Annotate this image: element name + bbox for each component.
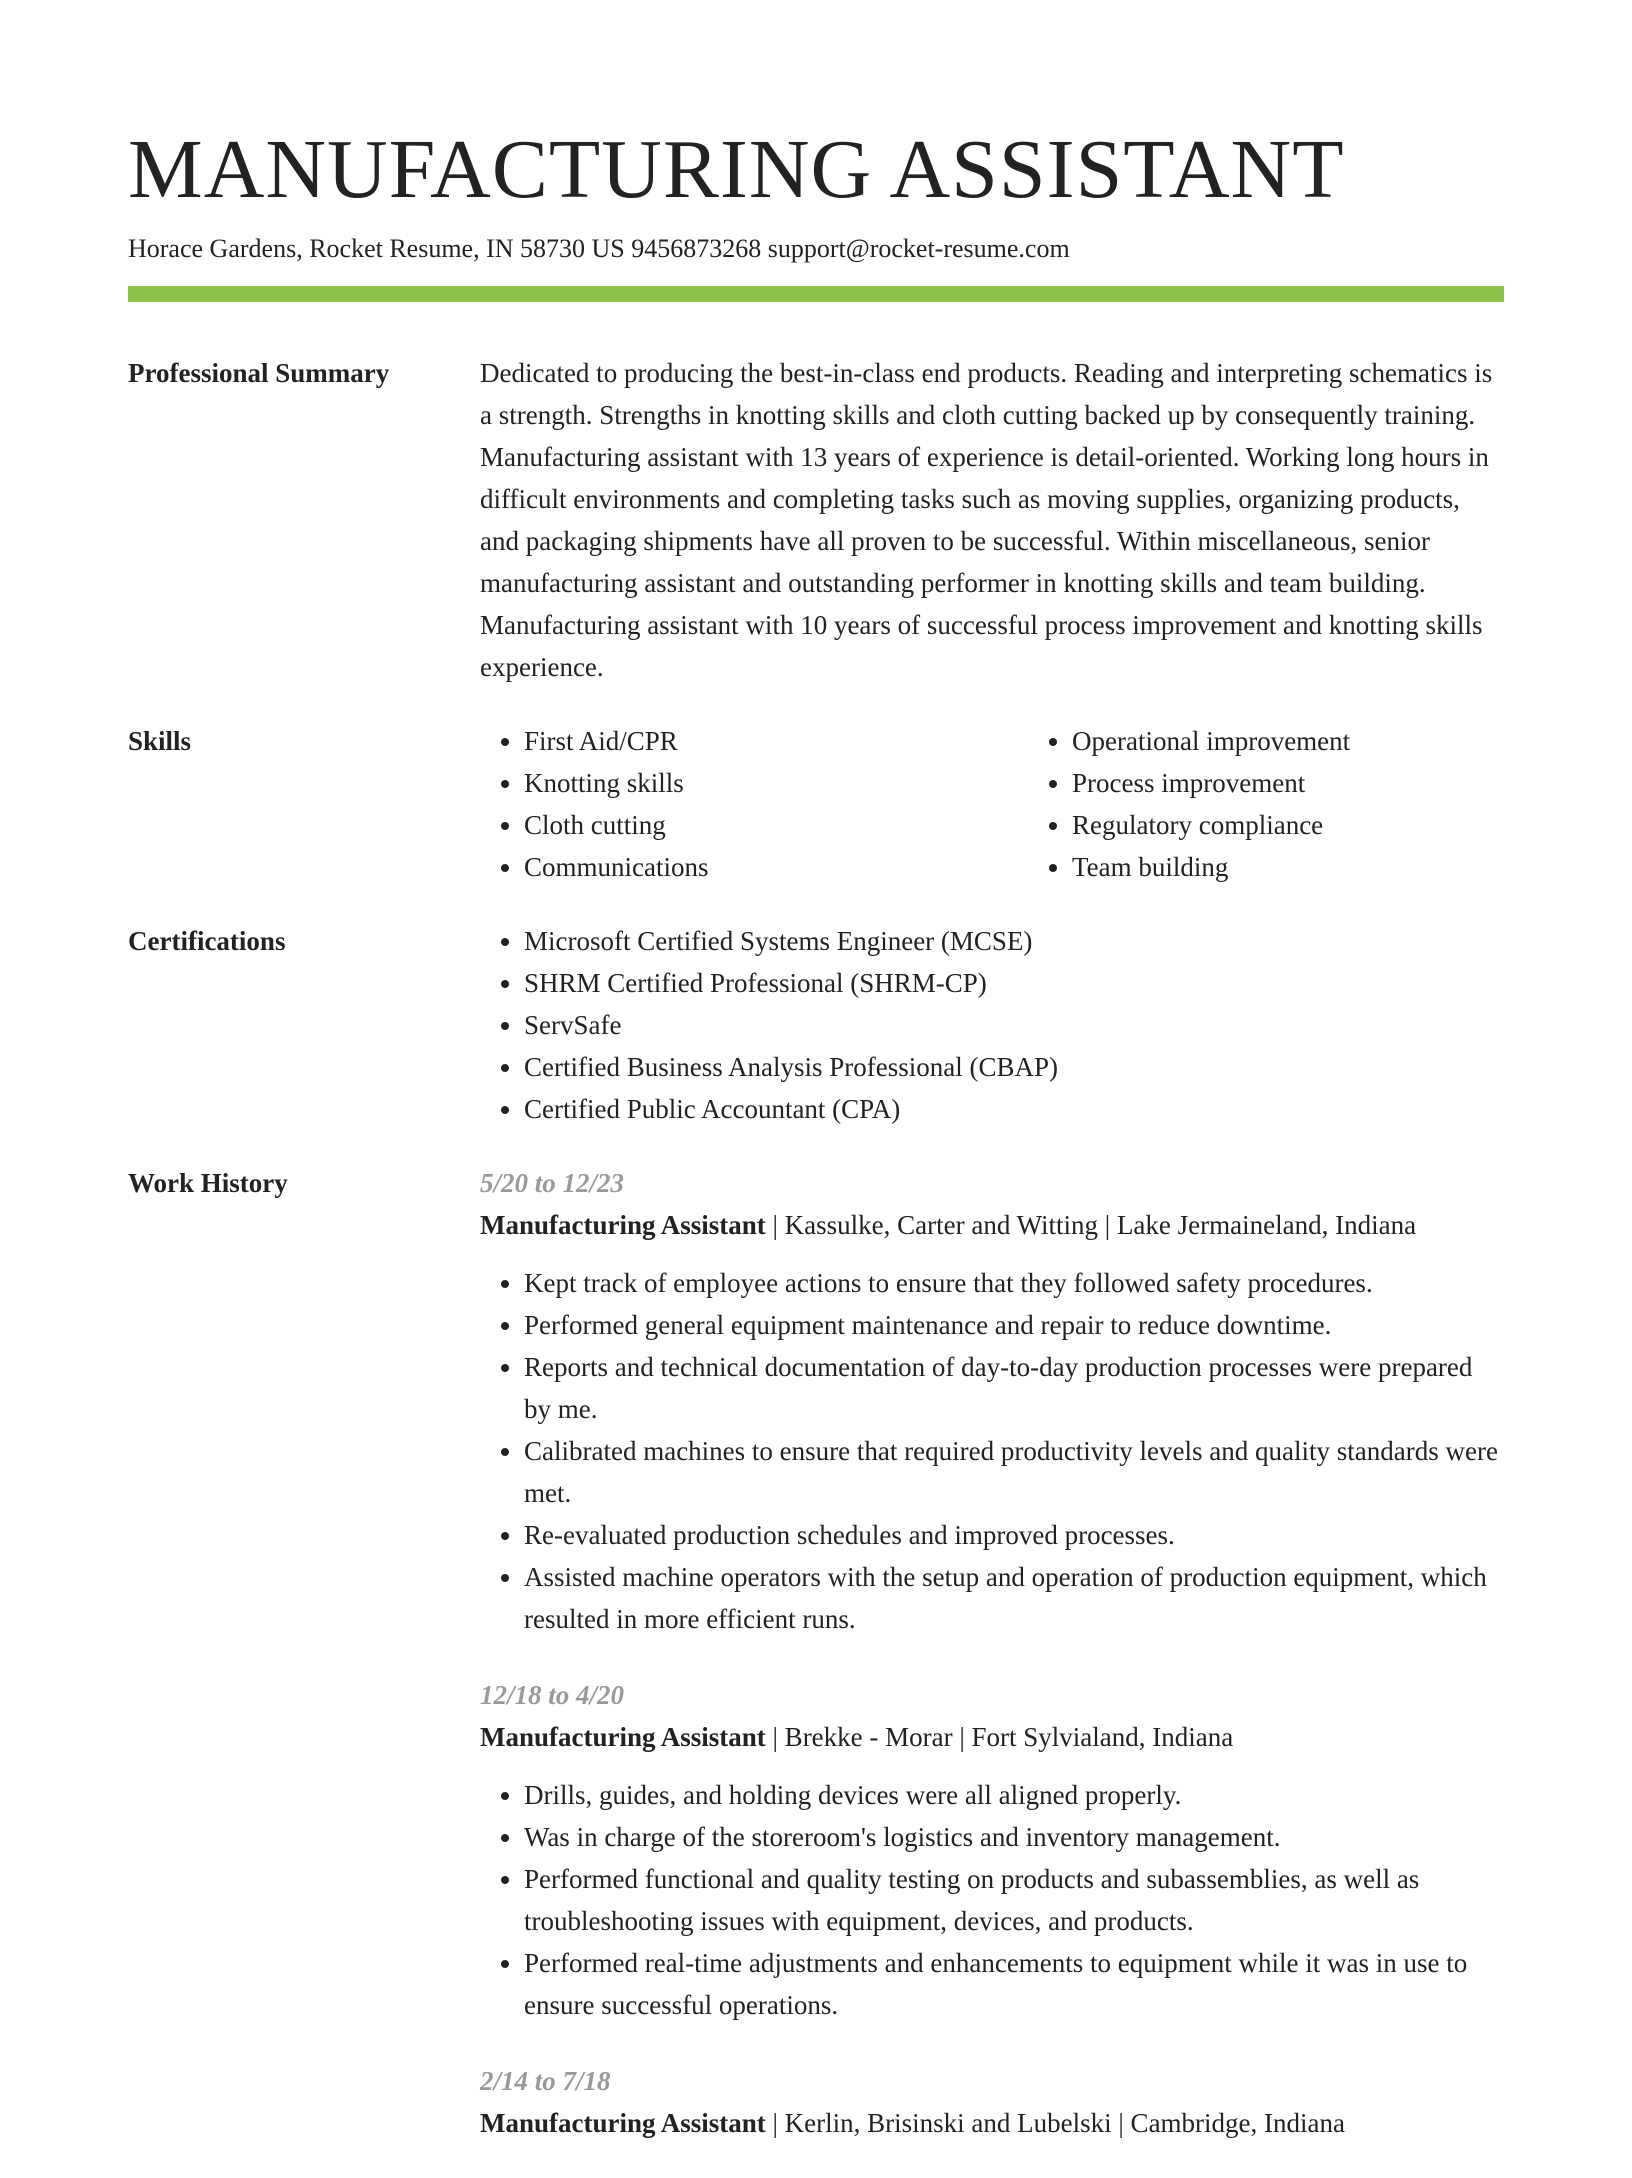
job-bullet: • Kept track of employee actions to ensure that they followed safety procedures. bbox=[524, 1262, 1504, 1304]
skills-list-left bbox=[480, 720, 984, 888]
skill-item: • Team building bbox=[1072, 846, 1532, 888]
job-entry bbox=[480, 1162, 1504, 1640]
section-label: Certifications bbox=[128, 926, 286, 956]
job-details: | Brekke - Morar | Fort Sylvialand, Indiana bbox=[765, 1722, 1234, 1752]
job-title: Manufacturing Assistant bbox=[480, 1210, 766, 1240]
section-label: Work History bbox=[128, 1168, 288, 1198]
job-bullet: • Assisted machine operators with the setup and operation of production equipment, which resulted in more efficient runs. bbox=[524, 1556, 1504, 1640]
job-bullet: • Drills, guides, and holding devices were all aligned properly. bbox=[524, 1774, 1504, 1816]
job-bullet: • Calibrated machines to ensure that required productivity levels and quality standards were met. bbox=[524, 1430, 1504, 1514]
section-label: Skills bbox=[128, 726, 192, 756]
job-bullet: • Performed real-time adjustments and enhancements to equipment while it was in use to ensure successful operations. bbox=[524, 1942, 1504, 2026]
job-bullet: • Re-evaluated production schedules and improved processes. bbox=[524, 1514, 1504, 1556]
certification-item: • ServSafe bbox=[524, 1004, 1504, 1046]
certification-item: • Certified Public Accountant (CPA) bbox=[524, 1088, 1504, 1130]
skill-item: • First Aid/CPR bbox=[524, 720, 984, 762]
job-entry bbox=[480, 1674, 1504, 2026]
skill-item: • Cloth cutting bbox=[524, 804, 984, 846]
job-dates: 12/18 to 4/20 bbox=[480, 1680, 625, 1710]
skills-columns bbox=[480, 720, 1532, 888]
job-title-line bbox=[480, 1204, 1504, 1246]
job-title-line bbox=[480, 2102, 1504, 2144]
job-details: | Kassulke, Carter and Witting | Lake Jermaineland, Indiana bbox=[765, 1210, 1417, 1240]
work-history-section bbox=[128, 1162, 1504, 2178]
job-details: | Kerlin, Brisinski and Lubelski | Cambridge, Indiana bbox=[765, 2108, 1345, 2138]
job-entry bbox=[480, 2060, 1504, 2144]
skill-item: • Knotting skills bbox=[524, 762, 984, 804]
summary-text: Dedicated to producing the best-in-class end products. Reading and interpreting schematics is a strength. Strengths in knotting skills and cloth cutting backed up by consequently training. Manufacturing assistant with 13 years of experience is detail-oriented. Working long hours in difficult environments and completing tasks such as moving supplies, organizing products, and packaging shipments have all proven to be successful. Within miscellaneous, senior manufacturing assistant and outstanding performer in knotting skills and team building. Manufacturing assistant with 10 years of successful process improvement and knotting skills experience. bbox=[480, 358, 1493, 682]
section-label: Professional Summary bbox=[128, 358, 390, 388]
skill-item: • Regulatory compliance bbox=[1072, 804, 1532, 846]
certifications-list bbox=[480, 920, 1504, 1130]
accent-divider bbox=[128, 286, 1504, 302]
job-bullet: • Was in charge of the storeroom's logistics and inventory management. bbox=[524, 1816, 1504, 1858]
professional-summary-section bbox=[128, 352, 1504, 688]
job-bullet: • Reports and technical documentation of day-to-day production processes were prepared by me. bbox=[524, 1346, 1504, 1430]
certifications-body bbox=[480, 920, 1504, 1130]
certification-item: • Microsoft Certified Systems Engineer (MCSE) bbox=[524, 920, 1504, 962]
job-dates: 5/20 to 12/23 bbox=[480, 1168, 625, 1198]
job-bullet: • Performed functional and quality testing on products and subassemblies, as well as troubleshooting issues with equipment, devices, and products. bbox=[524, 1858, 1504, 1942]
skill-item: • Process improvement bbox=[1072, 762, 1532, 804]
job-bullets bbox=[480, 1774, 1504, 2026]
job-bullet: • Performed general equipment maintenance and repair to reduce downtime. bbox=[524, 1304, 1504, 1346]
job-title: Manufacturing Assistant bbox=[480, 1722, 766, 1752]
job-title: Manufacturing Assistant bbox=[480, 2108, 766, 2138]
skills-section bbox=[128, 720, 1504, 888]
skill-item: • Operational improvement bbox=[1072, 720, 1532, 762]
job-dates: 2/14 to 7/18 bbox=[480, 2066, 611, 2096]
certification-item: • SHRM Certified Professional (SHRM-CP) bbox=[524, 962, 1504, 1004]
contact-line: Horace Gardens, Rocket Resume, IN 58730 US 9456873268 support@rocket-resume.com bbox=[128, 234, 1070, 263]
skills-list-right bbox=[1028, 720, 1532, 888]
job-bullets bbox=[480, 1262, 1504, 1640]
job-title-line bbox=[480, 1716, 1504, 1758]
resume-name: MANUFACTURING ASSISTANT bbox=[128, 123, 1345, 216]
resume-page bbox=[128, 0, 1504, 2178]
skill-item: • Communications bbox=[524, 846, 984, 888]
work-history-body bbox=[480, 1162, 1504, 2178]
certification-item: • Certified Business Analysis Professional (CBAP) bbox=[524, 1046, 1504, 1088]
certifications-section bbox=[128, 920, 1504, 1130]
